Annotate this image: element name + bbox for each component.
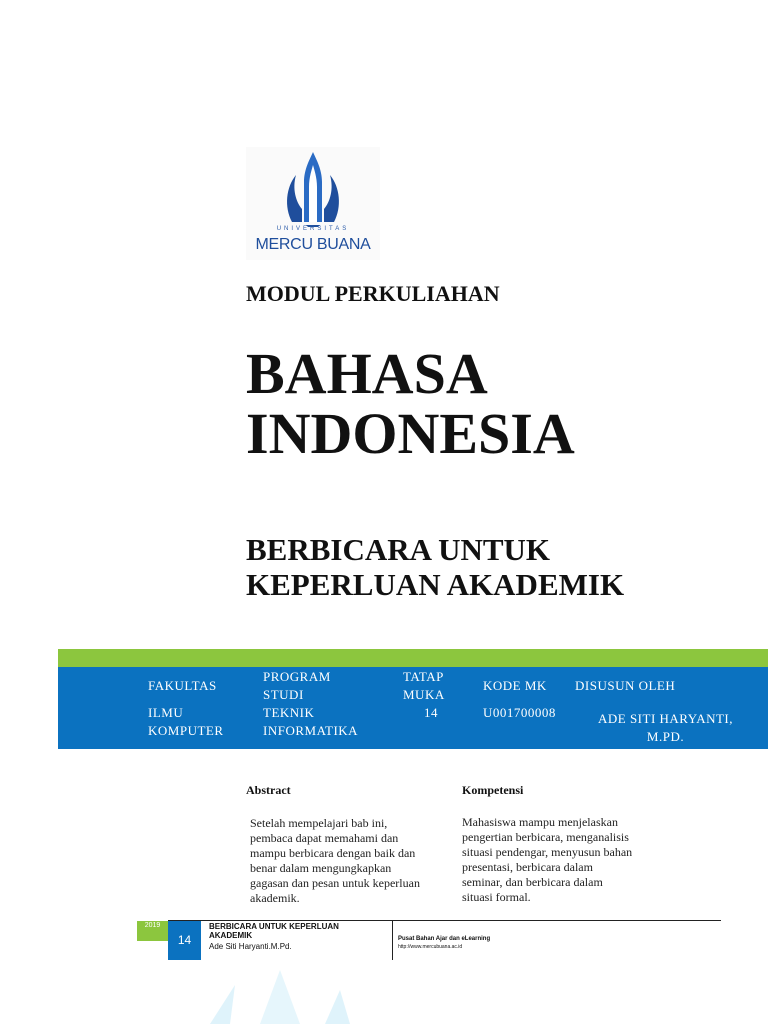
disusun-header: DISUSUN OLEH [575,678,676,693]
program-value-line2: INFORMATIKA [263,723,359,738]
modul-label: MODUL PERKULIAHAN [246,281,500,306]
abstract-line: akademik. [250,891,300,905]
kompetensi-line: seminar, dan berbicara dalam [462,875,603,889]
kompetensi-line: situasi pendengar, menyusun bahan [462,845,633,859]
footer-rule [168,920,721,921]
abstract-line: gagasan dan pesan untuk keperluan [250,876,420,890]
abstract-line: benar dalam mengungkapkan [250,861,392,875]
logo-university-name: MERCU BUANA [255,236,371,253]
kode-header: KODE MK [483,678,547,693]
abstract-text [250,816,450,906]
footer-year: 2019 [137,921,168,941]
footer-page-number: 14 [168,921,201,960]
course-title-line1: BAHASA [246,341,488,406]
footer-title-line1: BERBICARA UNTUK KEPERLUAN [209,922,339,931]
kompetensi-line: presentasi, berbicara dalam [462,860,593,874]
kompetensi-line: Mahasiswa mampu menjelaskan [462,815,618,829]
abstract-line: mampu berbicara dengan baik dan [250,846,416,860]
logo-universitas-label: UNIVERSITAS [276,226,350,232]
program-value-line1: TEKNIK [263,705,315,720]
footer-url[interactable]: http://www.mercubuana.ac.id [398,944,463,950]
fakultas-value-line2: KOMPUTER [148,723,224,738]
logo-watermark [200,965,370,1024]
disusun-value-line1: ADE SITI HARYANTI, [597,711,734,726]
tatap-header-line2: MUKA [403,687,445,702]
abstract-line: pembaca dapat memahami dan [250,831,399,845]
footer-pusat-label: Pusat Bahan Ajar dan eLearning [398,936,491,942]
disusun-value-line2: M.PD. [646,729,685,744]
footer-title [209,922,379,940]
kompetensi-line: situasi formal. [462,890,531,904]
kode-value: U001700008 [483,705,556,720]
kompetensi-heading: Kompetensi [462,783,524,797]
fakultas-header: FAKULTAS [148,678,217,693]
topic-title-line2: KEPERLUAN AKADEMIK [246,567,625,602]
info-table [58,667,768,749]
abstract-line: Setelah mempelajari bab ini, [250,816,388,830]
kompetensi-text [462,815,667,905]
course-title-line2: INDONESIA [246,401,575,466]
info-green-bar [58,649,768,667]
footer-divider [392,921,393,960]
program-header-line1: PROGRAM [263,669,331,684]
kompetensi-line: pengertian berbicara, menganalisis [462,830,629,844]
topic-title-line1: BERBICARA UNTUK [246,532,551,567]
tatap-value: 14 [424,705,438,720]
footer-title-line2: AKADEMIK [209,931,253,940]
fakultas-value-line1: ILMU [148,705,184,720]
abstract-heading: Abstract [246,783,291,797]
footer-author: Ade Siti Haryanti.M.Pd. [209,942,292,951]
tatap-header-line1: TATAP [403,669,444,684]
program-header-line2: STUDI [263,687,304,702]
